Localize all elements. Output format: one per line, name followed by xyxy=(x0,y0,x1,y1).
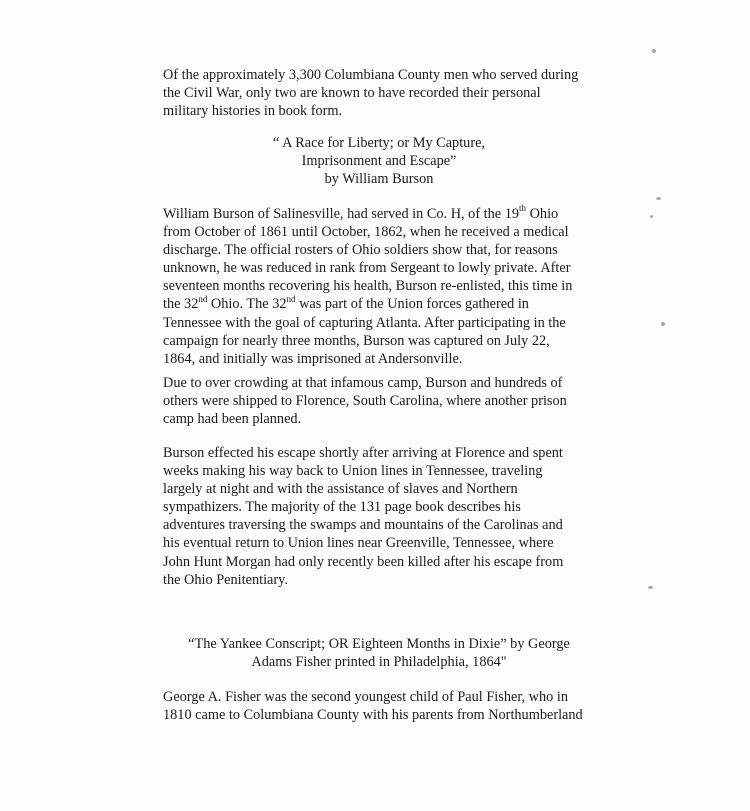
paragraph-line: sympathizers. The majority of the 131 page book describes his xyxy=(163,499,521,516)
paragraph-line: from October of 1861 until October, 1862, when he received a medical xyxy=(163,224,569,241)
book1-title-line: Imprisonment and Escape” xyxy=(301,153,457,170)
text-segment: was part of the Union forces gathered in xyxy=(295,296,529,313)
paragraph-line: weeks making his way back to Union lines in Tennessee, traveling xyxy=(163,463,543,480)
book1-title xyxy=(163,134,595,188)
scan-speck xyxy=(656,197,661,200)
intro-paragraph xyxy=(163,66,603,120)
paragraph-line: John Hunt Morgan had only recently been killed after his escape from xyxy=(163,553,564,570)
book1-title-line: “ A Race for Liberty; or My Capture, xyxy=(272,135,485,151)
paragraph-line: his eventual return to Union lines near Greenville, Tennessee, where xyxy=(163,535,554,552)
scan-speck xyxy=(661,322,665,326)
paragraph-line: others were shipped to Florence, South Carolina, where another prison xyxy=(163,393,567,410)
ordinal-suffix: nd xyxy=(198,293,208,304)
book1-paragraph-3 xyxy=(163,444,603,589)
ordinal-suffix: nd xyxy=(286,293,296,304)
book2-title xyxy=(163,635,595,671)
intro-line: the Civil War, only two are known to have recorded their personal xyxy=(163,85,541,102)
book2-paragraph-1 xyxy=(163,688,603,724)
text-segment: the 32 xyxy=(163,296,199,313)
paragraph-line: unknown, he was reduced in rank from Sergeant to lowly private. After xyxy=(163,260,571,277)
text-segment: William Burson of Salinesville, had served in Co. H, of the 19 xyxy=(163,206,519,222)
paragraph-line: the Ohio Penitentiary. xyxy=(163,571,288,588)
book1-paragraph-1 xyxy=(163,205,603,368)
paragraph-line: 1864, and initially was imprisoned at Andersonville. xyxy=(163,350,463,367)
paragraph-line: George A. Fisher was the second youngest child of Paul Fisher, who in xyxy=(163,689,568,705)
paragraph-line: campaign for nearly three months, Burson was captured on July 22, xyxy=(163,332,550,349)
book1-paragraph-2 xyxy=(163,374,603,428)
text-segment: Ohio. The 32 xyxy=(207,296,287,313)
book2-title-line: “The Yankee Conscript; OR Eighteen Months in Dixie” by George xyxy=(188,636,570,652)
paragraph-line: seventeen months recovering his health, Burson re-enlisted, this time in xyxy=(163,278,573,295)
paragraph-line: 1810 came to Columbiana County with his parents from Northumberland xyxy=(163,707,583,724)
scan-speck xyxy=(652,49,656,53)
scan-speck xyxy=(648,586,653,589)
paragraph-line: discharge. The official rosters of Ohio soldiers show that, for reasons xyxy=(163,242,558,259)
scan-speck xyxy=(650,215,653,218)
paragraph-line: Tennessee with the goal of capturing Atlanta. After participating in the xyxy=(163,314,566,331)
intro-line: military histories in book form. xyxy=(163,103,343,120)
paragraph-line: Due to over crowding at that infamous camp, Burson and hundreds of xyxy=(163,375,563,391)
paragraph-line: Burson effected his escape shortly after arriving at Florence and spent xyxy=(163,445,563,461)
paragraph-line: camp had been planned. xyxy=(163,411,302,428)
text-segment: Ohio xyxy=(526,206,559,222)
book1-title-line: by William Burson xyxy=(324,171,434,188)
paragraph-line xyxy=(163,295,603,313)
book2-title-line: Adams Fisher printed in Philadelphia, 1864" xyxy=(251,654,507,671)
intro-line: Of the approximately 3,300 Columbiana County men who served during xyxy=(163,67,579,83)
ordinal-suffix: th xyxy=(519,203,527,214)
paragraph-line xyxy=(163,205,603,223)
paragraph-line: adventures traversing the swamps and mountains of the Carolinas and xyxy=(163,517,563,534)
paragraph-line: largely at night and with the assistance of slaves and Northern xyxy=(163,481,518,498)
